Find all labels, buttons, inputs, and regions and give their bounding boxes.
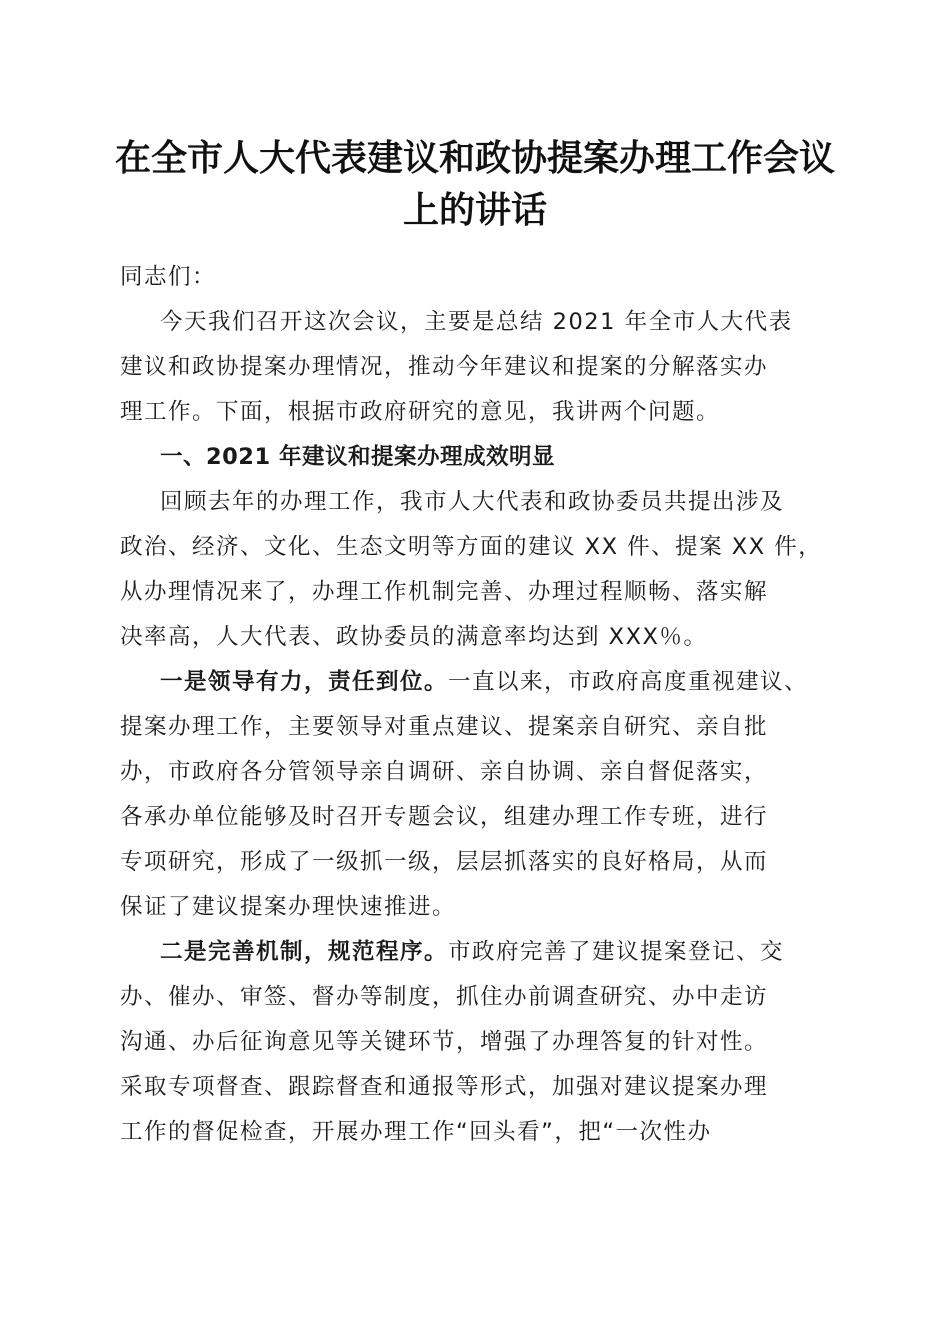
paragraph-2-line-4: 决率高，人大代表、政协委员的满意率均达到 XXX％。 <box>120 624 708 650</box>
paragraph-3-line-4: 各承办单位能够及时召开专题会议，组建办理工作专班，进行 <box>120 804 769 830</box>
paragraph-4-line-1 <box>120 930 830 975</box>
paragraph-2-line-3: 从办理情况来了，办理工作机制完善、办理过程顺畅、落实解 <box>120 579 769 605</box>
paragraph-3-line-1-text: 一直以来，市政府高度重视建议、 <box>448 669 809 695</box>
paragraph-1-line-1: 今天我们召开这次会议，主要是总结 2021 年全市人大代表 <box>160 309 793 335</box>
paragraph-4-lead: 二是完善机制，规范程序。 <box>160 939 449 965</box>
paragraph-4-line-3: 沟通、办后征询意见等关键环节，增强了办理答复的针对性。 <box>120 1029 769 1055</box>
title-line-1: 在全市人大代表建议和政协提案办理工作会议 <box>114 137 835 179</box>
paragraph-3-lead: 一是领导有力，责任到位。 <box>160 669 449 695</box>
salutation: 同志们： <box>120 264 217 290</box>
paragraph-3-line-6: 保证了建议提案办理快速推进。 <box>120 894 457 920</box>
paragraph-1-line-2: 建议和政协提案办理情况，推动今年建议和提案的分解落实办 <box>120 354 769 380</box>
paragraph-3-line-3: 办，市政府各分管领导亲自调研、亲自协调、亲自督促落实， <box>120 759 769 785</box>
title-line-2: 上的讲话 <box>402 189 547 231</box>
paragraph-3-line-5: 专项研究，形成了一级抓一级，层层抓落实的良好格局，从而 <box>120 849 769 875</box>
document-title <box>100 132 850 236</box>
paragraph-4-line-5: 工作的督促检查，开展办理工作“回头看”，把“一次性办 <box>120 1119 712 1145</box>
paragraph-4-line-2: 办、催办、审签、督办等制度，抓住办前调查研究、办中走访 <box>120 984 769 1010</box>
paragraph-3-line-1 <box>120 660 830 705</box>
paragraph-1-line-3: 理工作。下面，根据市政府研究的意见，我讲两个问题。 <box>120 399 721 425</box>
section-heading-1: 一、2021 年建议和提案办理成效明显 <box>160 444 555 470</box>
paragraph-3-line-2: 提案办理工作，主要领导对重点建议、提案亲自研究、亲自批 <box>120 714 769 740</box>
paragraph-2-line-1: 回顾去年的办理工作，我市人大代表和政协委员共提出涉及 <box>160 489 785 515</box>
paragraph-4-line-1-text: 市政府完善了建议提案登记、交 <box>448 939 785 965</box>
paragraph-4-line-4: 采取专项督查、跟踪督查和通报等形式，加强对建议提案办理 <box>120 1074 769 1100</box>
document-body <box>120 255 830 1155</box>
paragraph-2-line-2: 政治、经济、文化、生态文明等方面的建议 XX 件、提案 XX 件， <box>120 534 823 560</box>
